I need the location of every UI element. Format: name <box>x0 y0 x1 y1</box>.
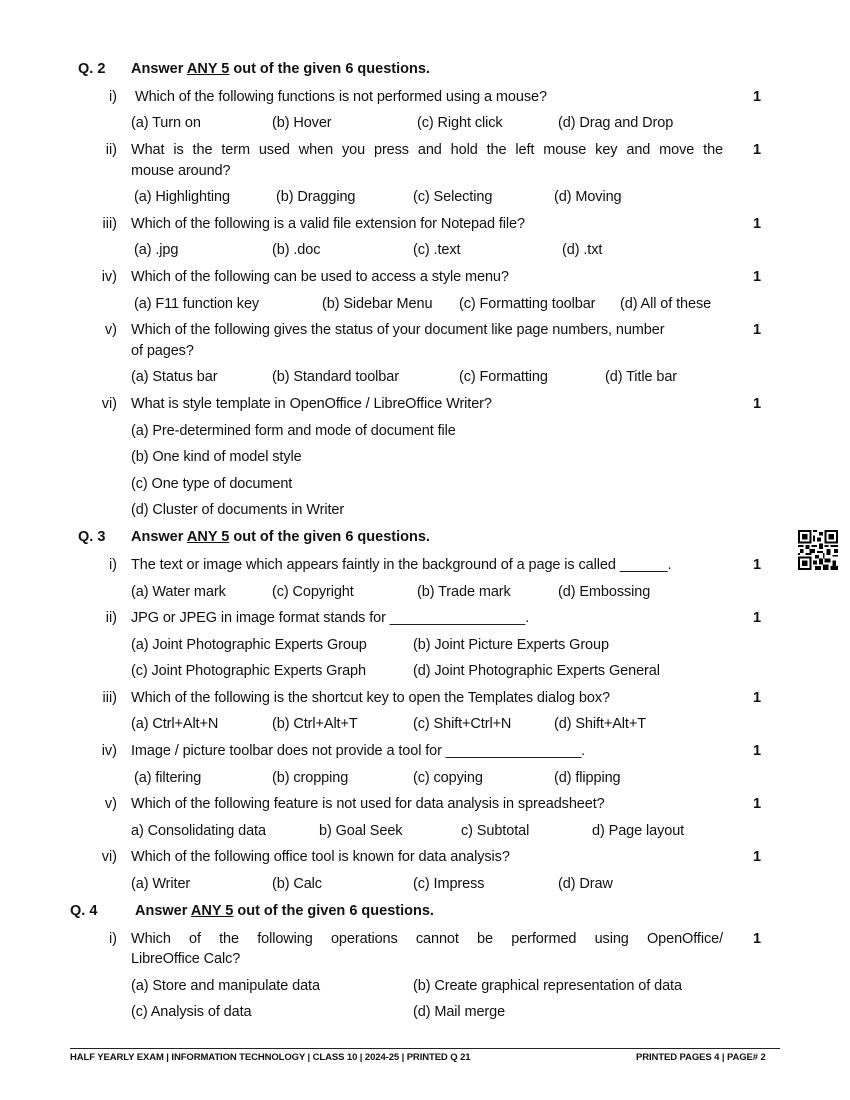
option-c: (c) Shift+Ctrl+N <box>413 716 512 732</box>
instruction-emphasis: ANY 5 <box>190 903 234 919</box>
subquestion-number: v) <box>104 322 117 338</box>
question-number: Q. 2 <box>78 61 106 77</box>
option-c: (c) Analysis of data <box>131 1004 252 1020</box>
option-a: (a) Ctrl+Alt+N <box>131 716 219 732</box>
question-text: Which of the following feature is not used for data analysis in spreadsheet? <box>131 796 605 812</box>
option-d: (d) Drag and Drop <box>558 115 674 131</box>
marks: 1 <box>753 142 762 158</box>
option-d: (d) Mail merge <box>413 1004 506 1020</box>
marks: 1 <box>753 557 762 573</box>
subquestion-number: vi) <box>101 849 117 865</box>
option-b: (b) Joint Picture Experts Group <box>413 637 609 653</box>
option-a: (a) Joint Photographic Experts Group <box>131 637 367 653</box>
marks: 1 <box>753 396 762 412</box>
marks: 1 <box>753 931 762 947</box>
question-text: Which of the following functions is not performed using a mouse? <box>135 89 547 105</box>
option-d: (d) Moving <box>554 189 622 205</box>
instruction-text: out of the given 6 questions. <box>233 903 434 919</box>
subquestion-number: iii) <box>102 690 117 706</box>
subquestion-number: iii) <box>102 216 117 232</box>
question-text-continued: of pages? <box>131 343 194 359</box>
option-c: (c) Impress <box>413 876 485 892</box>
section-instruction <box>135 903 434 919</box>
option-a: (a) Water mark <box>131 584 226 600</box>
option-a: (a) Turn on <box>131 115 201 131</box>
option-d: (d) Embossing <box>558 584 651 600</box>
question-text: Which of the following is a valid file extension for Notepad file? <box>131 216 525 232</box>
question-text: Which of the following office tool is known for data analysis? <box>131 849 510 865</box>
question-text: What is style template in OpenOffice / LibreOffice Writer? <box>131 396 492 412</box>
option-b: (b) One kind of model style <box>131 449 302 465</box>
option-b: (b) .doc <box>272 242 321 258</box>
footer-page-info: PRINTED PAGES 4 | PAGE# 2 <box>636 1052 766 1063</box>
option-c: (c) One type of document <box>131 476 293 492</box>
question-text: The text or image which appears faintly in the background of a page is called ______. <box>131 557 672 573</box>
footer-exam-info: HALF YEARLY EXAM | INFORMATION TECHNOLOGY | CLASS 10 | 2024-25 | PRINTED Q 21 <box>70 1052 471 1063</box>
option-b: (b) Dragging <box>276 189 356 205</box>
option-a: (a) filtering <box>134 770 202 786</box>
option-a: (a) .jpg <box>134 242 179 258</box>
option-d: (d) .txt <box>562 242 603 258</box>
option-a: (a) F11 function key <box>134 296 260 312</box>
instruction-emphasis: ANY 5 <box>186 61 230 77</box>
subquestion-number: i) <box>108 557 117 573</box>
option-a: a) Consolidating data <box>131 823 266 839</box>
option-c: c) Subtotal <box>461 823 530 839</box>
option-b: (b) cropping <box>272 770 349 786</box>
question-text: JPG or JPEG in image format stands for _________________. <box>131 610 530 626</box>
question-text: Which of the following can be used to access a style menu? <box>131 269 509 285</box>
option-b: (b) Standard toolbar <box>272 369 399 385</box>
option-d: d) Page layout <box>592 823 685 839</box>
marks: 1 <box>753 690 762 706</box>
subquestion-number: ii) <box>105 610 117 626</box>
question-number: Q. 4 <box>70 903 98 919</box>
option-b: (b) Trade mark <box>417 584 511 600</box>
option-b: (b) Ctrl+Alt+T <box>272 716 358 732</box>
question-text: Which of the following operations cannot be performed using OpenOffice/ <box>131 931 723 947</box>
option-b: (b) Calc <box>272 876 322 892</box>
option-b: (b) Sidebar Menu <box>322 296 433 312</box>
question-text-continued: mouse around? <box>131 163 231 179</box>
qr-code-icon <box>798 530 838 570</box>
marks: 1 <box>753 269 762 285</box>
subquestion-number: ii) <box>105 142 117 158</box>
marks: 1 <box>753 849 762 865</box>
instruction-text: Answer <box>135 903 191 919</box>
option-d: (d) All of these <box>620 296 712 312</box>
option-a: (a) Pre-determined form and mode of document file <box>131 423 456 439</box>
option-c: (c) Right click <box>417 115 503 131</box>
marks: 1 <box>753 743 762 759</box>
option-d: (d) Title bar <box>605 369 678 385</box>
question-text: Which of the following is the shortcut key to open the Templates dialog box? <box>131 690 610 706</box>
subquestion-number: i) <box>108 931 117 947</box>
marks: 1 <box>753 216 762 232</box>
footer-divider <box>70 1048 780 1049</box>
subquestion-number: iv) <box>101 269 117 285</box>
marks: 1 <box>753 796 762 812</box>
section-instruction <box>131 61 430 77</box>
option-c: (c) Joint Photographic Experts Graph <box>131 663 366 679</box>
option-a: (a) Store and manipulate data <box>131 978 320 994</box>
option-a: (a) Status bar <box>131 369 218 385</box>
option-c: (c) .text <box>413 242 461 258</box>
marks: 1 <box>753 610 762 626</box>
question-text: Which of the following gives the status of your document like page numbers, number <box>131 322 665 338</box>
option-d: (d) Joint Photographic Experts General <box>413 663 660 679</box>
option-a: (a) Highlighting <box>134 189 230 205</box>
option-d: (d) Cluster of documents in Writer <box>131 502 345 518</box>
option-d: (d) Shift+Alt+T <box>554 716 646 732</box>
subquestion-number: v) <box>104 796 117 812</box>
option-c: (c) Selecting <box>413 189 493 205</box>
section-instruction <box>131 529 430 545</box>
option-b: b) Goal Seek <box>319 823 403 839</box>
subquestion-number: iv) <box>101 743 117 759</box>
instruction-text: out of the given 6 questions. <box>229 529 430 545</box>
question-text-continued: LibreOffice Calc? <box>131 951 241 967</box>
subquestion-number: vi) <box>101 396 117 412</box>
option-c: (c) Copyright <box>272 584 354 600</box>
subquestion-number: i) <box>108 89 117 105</box>
option-a: (a) Writer <box>131 876 191 892</box>
option-d: (d) flipping <box>554 770 621 786</box>
instruction-text: Answer <box>131 529 187 545</box>
option-b: (b) Hover <box>272 115 332 131</box>
option-b: (b) Create graphical representation of data <box>413 978 682 994</box>
question-number: Q. 3 <box>78 529 106 545</box>
question-text: What is the term used when you press and hold the left mouse key and move the <box>131 142 723 158</box>
instruction-emphasis: ANY 5 <box>186 529 230 545</box>
option-c: (c) copying <box>413 770 483 786</box>
question-text: Image / picture toolbar does not provide a tool for _________________. <box>131 743 586 759</box>
option-d: (d) Draw <box>558 876 613 892</box>
option-c: (c) Formatting <box>459 369 548 385</box>
marks: 1 <box>753 89 762 105</box>
instruction-text: out of the given 6 questions. <box>229 61 430 77</box>
instruction-text: Answer <box>131 61 187 77</box>
option-c: (c) Formatting toolbar <box>459 296 596 312</box>
marks: 1 <box>753 322 762 338</box>
